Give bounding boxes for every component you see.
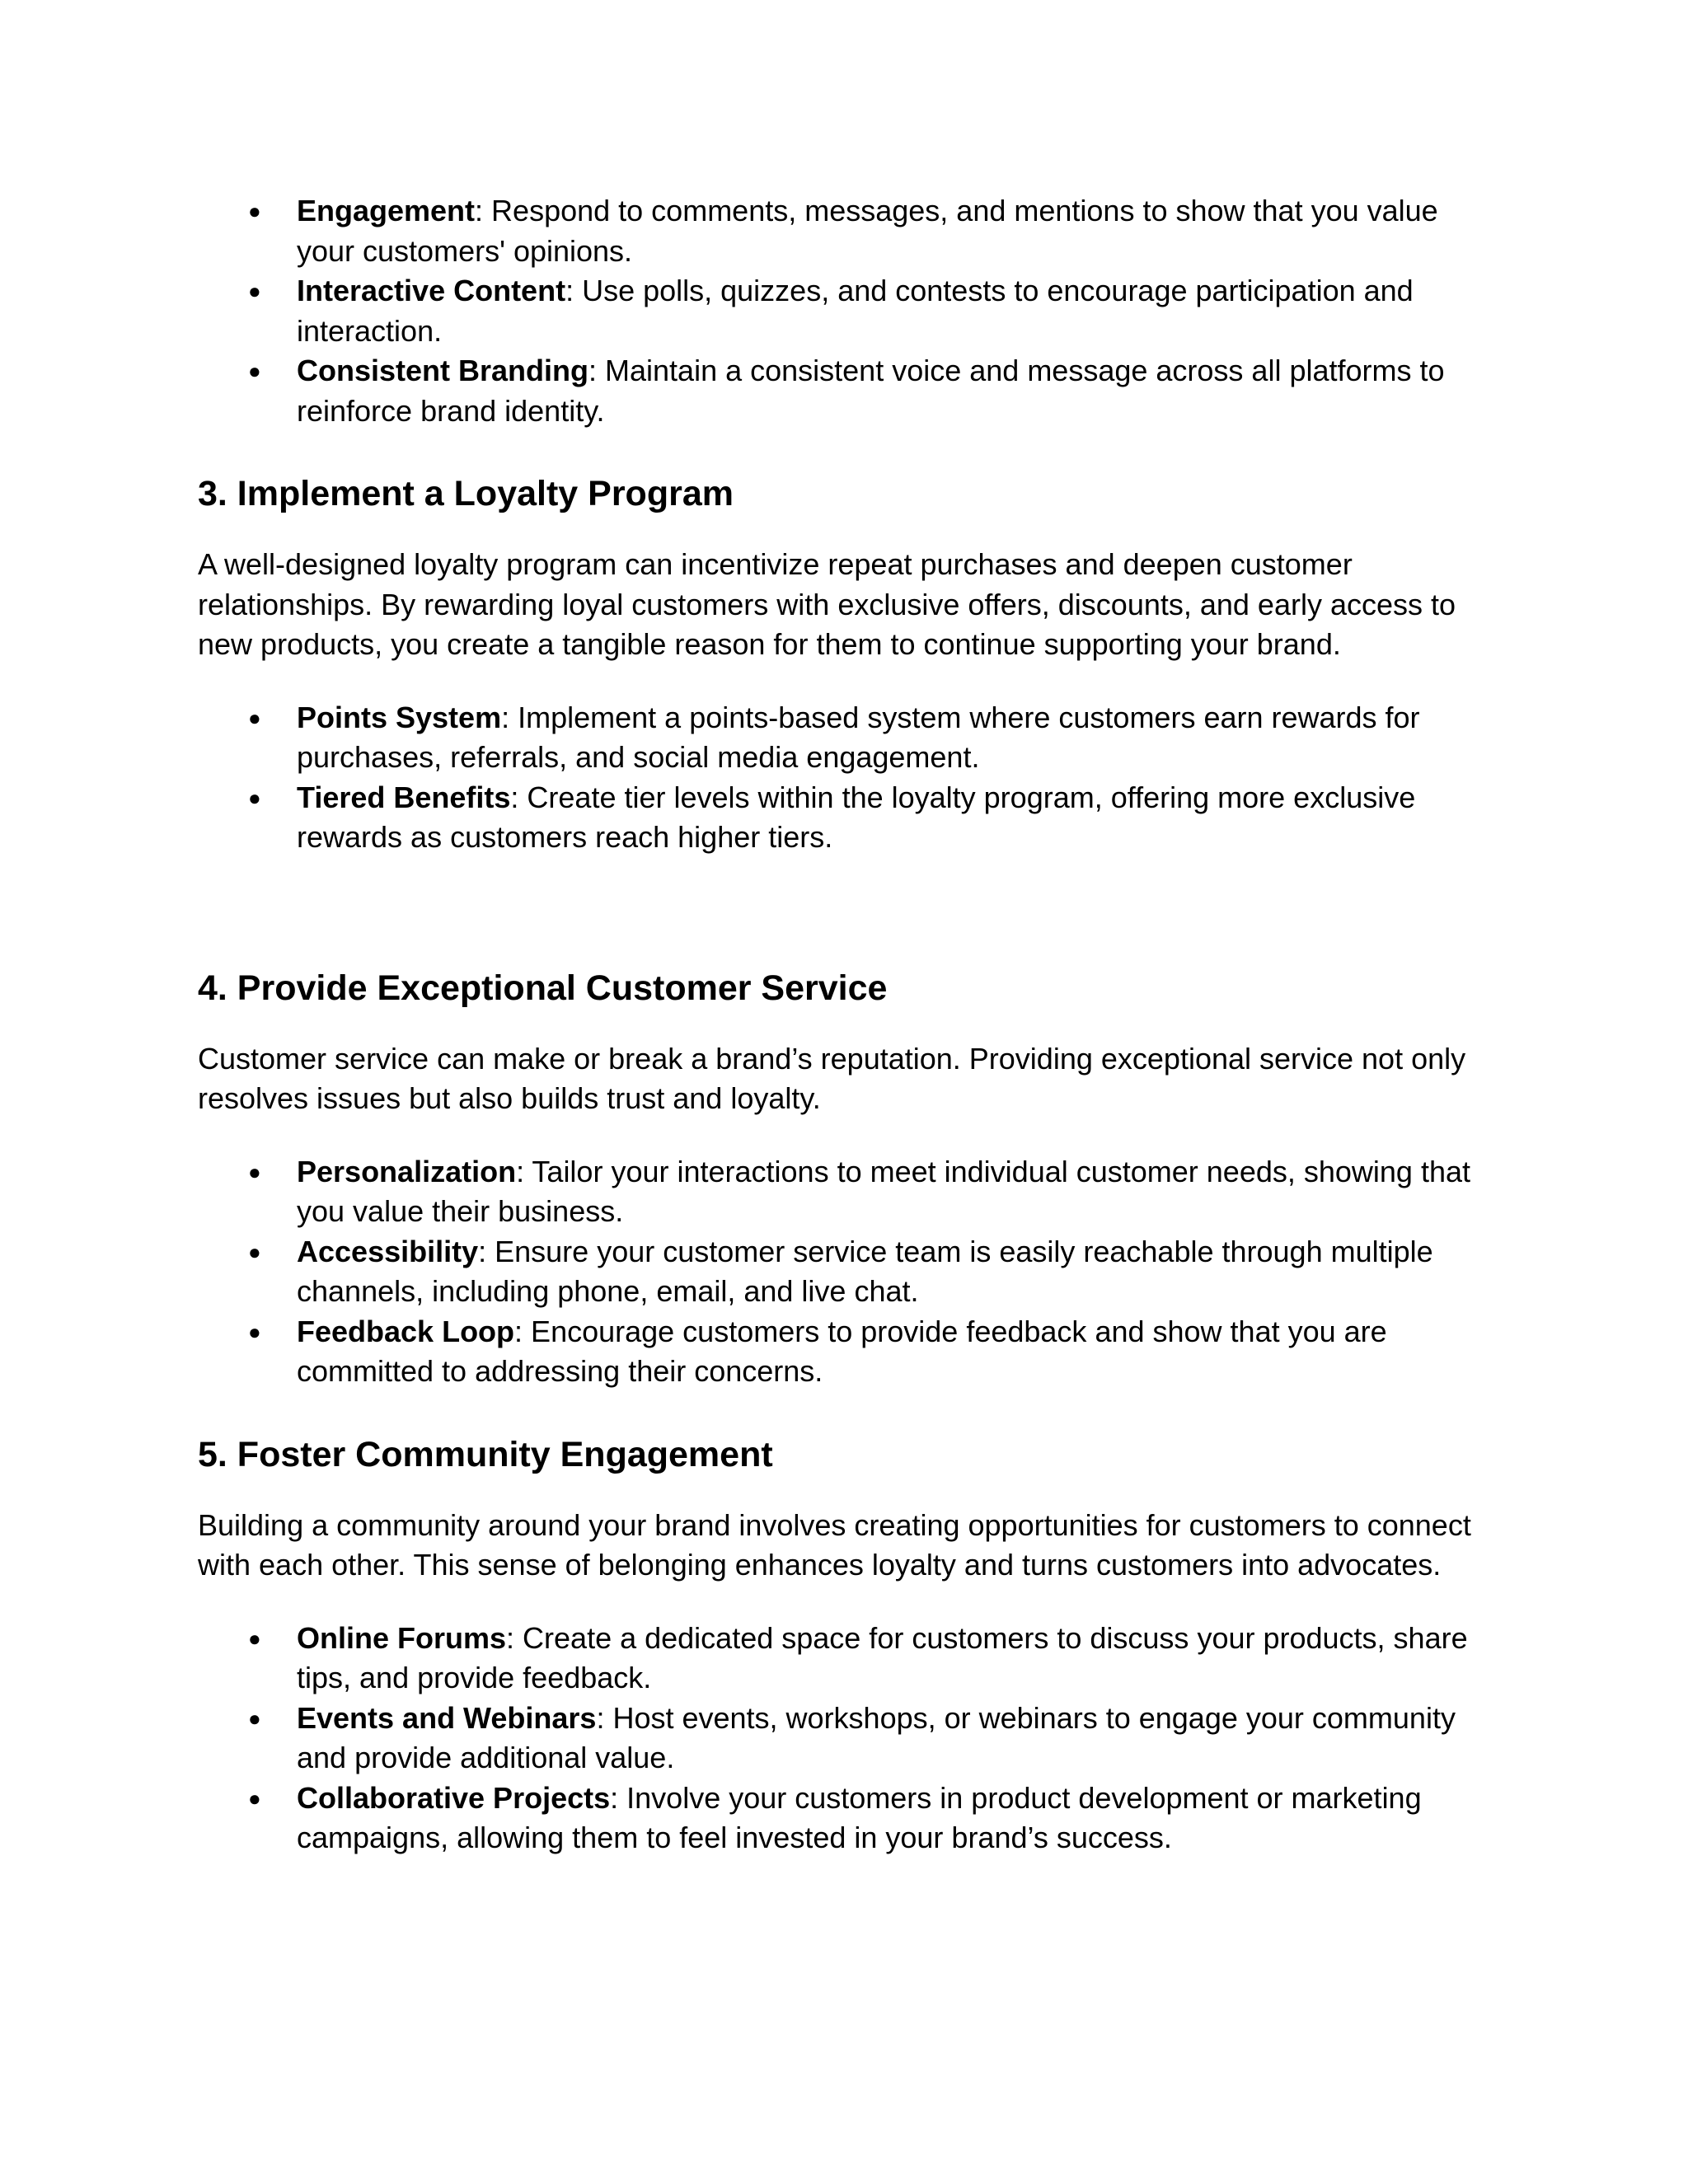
list-item <box>198 1152 1492 1232</box>
list-item <box>198 351 1492 431</box>
list-item-text: : Tailor your interactions to meet individual customer needs, showing that you value their business. <box>297 1154 1471 1228</box>
list-item-term: Collaborative Projects <box>297 1780 611 1815</box>
list-item-term: Engagement <box>297 194 476 227</box>
list-item <box>198 191 1492 271</box>
list-item <box>198 1779 1492 1858</box>
bullet-icon: ● <box>248 705 261 730</box>
list-item <box>198 1619 1492 1699</box>
list-item-text: : Implement a points-based system where customers earn rewards for purchases, referrals, and social media engagement. <box>297 700 1420 774</box>
bullet-icon: ● <box>248 199 261 223</box>
section-5-paragraph: Building a community around your brand involves creating opportunities for customers to connect with each other. This sense of belonging enhances loyalty and turns customers into advocates. <box>198 1507 1471 1582</box>
list-item-text: : Create tier levels within the loyalty program, offering more exclusive rewards as customers reach higher tiers. <box>297 780 1416 854</box>
list-item-term: Feedback Loop <box>297 1314 515 1348</box>
section-5-heading: 5. Foster Community Engagement <box>198 1434 773 1474</box>
section-4-heading: 4. Provide Exceptional Customer Service <box>198 968 888 1008</box>
list-item-term: Interactive Content <box>297 274 566 307</box>
list-item <box>198 271 1492 351</box>
bullet-icon: ● <box>248 1159 261 1184</box>
list-item-term: Points System <box>297 700 502 734</box>
list-item-text: : Maintain a consistent voice and message across all platforms to reinforce brand identity. <box>297 354 1445 428</box>
list-item-text: : Create a dedicated space for customers to discuss your products, share tips, and provide feedback. <box>297 1620 1468 1694</box>
bullet-icon: ● <box>248 785 261 810</box>
list-item-term: Online Forums <box>297 1620 507 1655</box>
bullet-icon: ● <box>248 1785 261 1811</box>
bullet-icon: ● <box>248 279 261 303</box>
list-item-text: : Ensure your customer service team is easily reachable through multiple channels, including phone, email, and live chat. <box>297 1234 1433 1308</box>
list-item-text: : Host events, workshops, or webinars to engage your community and provide additional value. <box>297 1700 1456 1774</box>
list-item <box>198 1312 1492 1392</box>
list-item-term: Personalization <box>297 1154 517 1188</box>
section-3-paragraph: A well-designed loyalty program can incentivize repeat purchases and deepen customer relationships. By rewarding loyal customers with exclusive offers, discounts, and early access to new products, you create a tangible reason for them to continue supporting your brand. <box>198 547 1456 661</box>
document-content <box>198 191 1492 1858</box>
bullet-icon: ● <box>248 1239 261 1264</box>
list-item <box>198 698 1492 778</box>
list-item <box>198 778 1492 858</box>
customer-service-list <box>198 1152 1492 1392</box>
list-item-text: : Involve your customers in product development or marketing campaigns, allowing them to feel invested in your brand’s success. <box>297 1780 1422 1854</box>
list-item-text: : Respond to comments, messages, and mentions to show that you value your customers' opinions. <box>297 194 1438 268</box>
bullet-icon: ● <box>248 1319 261 1344</box>
list-item-term: Events and Webinars <box>297 1700 597 1735</box>
bullet-icon: ● <box>248 1625 261 1651</box>
list-item-term: Consistent Branding <box>297 354 589 387</box>
list-item-text: : Encourage customers to provide feedback and show that you are committed to addressing their concerns. <box>297 1314 1387 1388</box>
bullet-icon: ● <box>248 1705 261 1731</box>
engagement-list <box>198 191 1492 431</box>
list-item-text: : Use polls, quizzes, and contests to encourage participation and interaction. <box>297 274 1414 348</box>
list-item-term: Tiered Benefits <box>297 780 511 814</box>
list-item-term: Accessibility <box>297 1234 479 1268</box>
section-4-paragraph: Customer service can make or break a brand’s reputation. Providing exceptional service not only resolves issues but also builds trust and loyalty. <box>198 1041 1466 1115</box>
list-item <box>198 1699 1492 1779</box>
list-item <box>198 1232 1492 1312</box>
bullet-icon: ● <box>248 359 261 383</box>
loyalty-program-list <box>198 698 1492 858</box>
section-3-heading: 3. Implement a Loyalty Program <box>198 474 734 513</box>
community-engagement-list <box>198 1619 1492 1858</box>
